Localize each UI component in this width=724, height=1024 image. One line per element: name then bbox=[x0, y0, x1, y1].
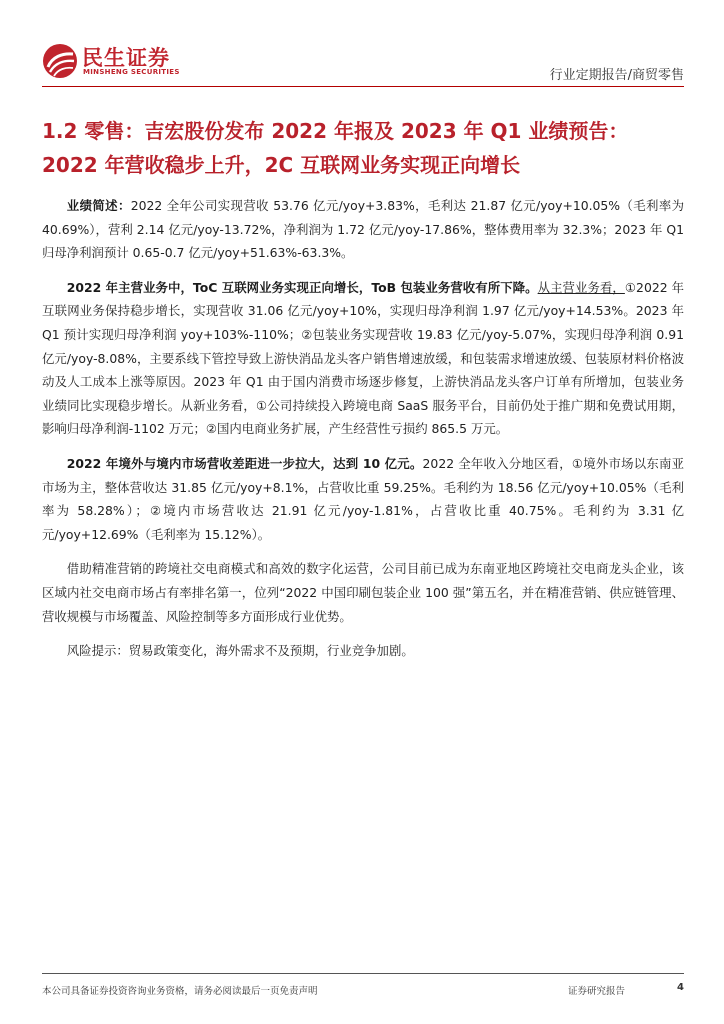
paragraph-competitive-advantage bbox=[42, 557, 684, 628]
paragraph-text: 风险提示：贸易政策变化，海外需求不及预期，行业竞争加剧。 bbox=[66, 643, 414, 659]
paragraph-text: 2022 全年收入分地区看，①境外市场以东南亚市场为主，整体营收达 31.85 亿元/yoy+8.1%，占营收比重 59.25%。毛利约为 18.56 亿元/yoy+10.05%（毛利率为 58.28%）；②境内市场营收达 21.91 亿元/yoy-1.81%，占营收比重 40.75%。毛利约为 3.31 亿元/yoy+12.69%（毛利率为 15.12%）。 bbox=[42, 455, 684, 542]
header-divider bbox=[42, 86, 684, 87]
minsheng-logo-icon bbox=[42, 43, 78, 79]
paragraph-main-business bbox=[42, 276, 684, 441]
page-header bbox=[42, 40, 684, 86]
footer-report-label: 证券研究报告 bbox=[568, 986, 626, 997]
footer-disclaimer: 本公司具备证券投资咨询业务资格，请务必阅读最后一页免责声明 bbox=[42, 986, 318, 997]
paragraph-risk-warning bbox=[42, 639, 684, 663]
logo-english-name: MINSHENG SECURITIES bbox=[83, 68, 180, 76]
page-number: 4 bbox=[677, 982, 684, 993]
paragraph-text: 2022 全年公司实现营收 53.76 亿元/yoy+3.83%，毛利达 21.87 亿元/yoy+10.05%（毛利率为 40.69%），营利 2.14 亿元/yoy-13.72%，净利润为 1.72 亿元/yoy-17.86%，整体费用率为 32.3%；2023 年 Q1 归母净利润预计 0.65-0.7 亿元/yoy+51.63%-63.3%。 bbox=[42, 198, 684, 261]
report-body bbox=[42, 194, 684, 674]
paragraph-lead: 2022 年主营业务中，ToC 互联网业务实现正向增长，ToB 包装业务营收有所下降。 bbox=[66, 279, 538, 295]
section-title: 1.2 零售：吉宏股份发布 2022 年报及 2023 年 Q1 业绩预告：2022 年营收稳步上升，2C 互联网业务实现正向增长 bbox=[42, 119, 629, 177]
paragraph-performance-summary bbox=[42, 194, 684, 265]
paragraph-regional-revenue bbox=[42, 452, 684, 546]
underlined-phrase: 从主营业务看， bbox=[537, 279, 625, 295]
footer-divider bbox=[42, 973, 684, 974]
paragraph-lead: 业绩简述： bbox=[66, 198, 131, 213]
report-type-label: 行业定期报告/商贸零售 bbox=[549, 68, 684, 83]
paragraph-text: 借助精准营销的跨境社交电商模式和高效的数字化运营，公司目前已成为东南亚地区跨境社交电商龙头企业，该区域内社交电商市场占有率排名第一，位列“2022 中国印刷包装企业 100 强”第五名，并在精准营销、供应链管理、营收规模与市场覆盖、风险控制等多方面形成行业优势。 bbox=[42, 561, 684, 624]
paragraph-lead: 2022 年境外与境内市场营收差距进一步拉大，达到 10 亿元。 bbox=[66, 455, 423, 471]
logo-chinese-name: 民生证券 bbox=[82, 46, 170, 70]
paragraph-text: ①2022 年互联网业务保持稳步增长，实现营收 31.06 亿元/yoy+10%，实现归母净利润 1.97 亿元/yoy+14.53%。2023 年 Q1 预计实现归母净利润 yoy+103%-110%；②包装业务实现营收 19.83 亿元/yoy-5.07%，实现归母净利润 0.91 亿元/yoy-8.08%，主要系线下管控导致上游快消品龙头客户销售增速放缓，和包装需求增速放缓、包装原材料价格波动及人工成本上涨等原因。2023 年 Q1 由于国内消费市场逐步修复，上游快消品龙头客户订单有所增加，包装业务业绩同比实现稳步增长。从新业务看，①公司持续投入跨境电商 SaaS 服务平台，目前仍处于推广期和免费试用期，影响归母净利润-1102 万元；②国内电商业务扩展，产生经营性亏损约 865.5 万元。 bbox=[42, 279, 684, 437]
